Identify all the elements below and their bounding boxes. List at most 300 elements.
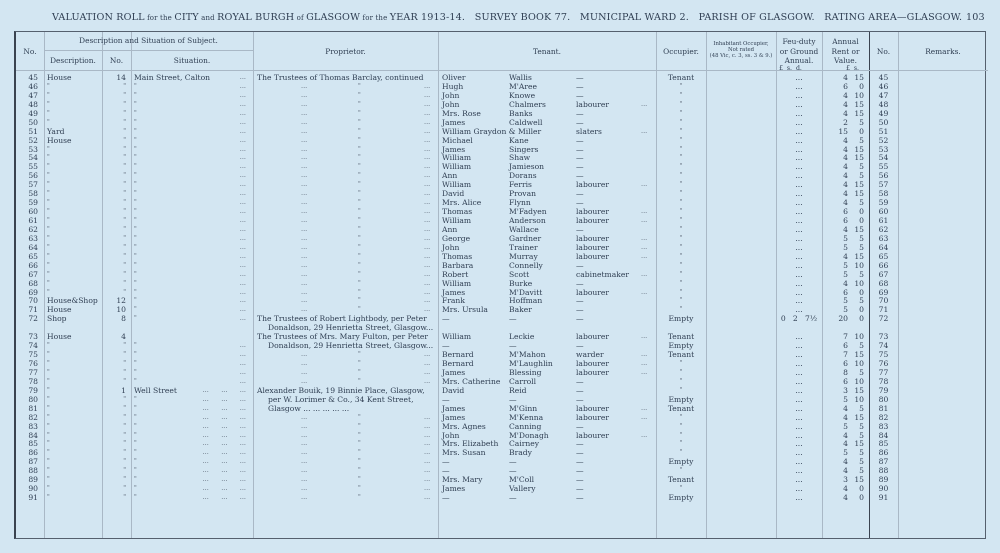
feu-duty: ...: [795, 81, 803, 91]
tenant-occupation: labourer: [576, 403, 610, 413]
entry-number: 61: [28, 216, 38, 225]
entry-number: 79: [28, 385, 38, 395]
tenant-surname: —: [509, 466, 517, 476]
occupier: ": [679, 136, 683, 144]
occupation-dots: ...: [641, 359, 648, 367]
situation: ": [134, 252, 137, 260]
rent-pounds: 4: [843, 412, 848, 422]
tenant-surname: M'Donagh: [509, 430, 549, 440]
tenant-occupation: labourer: [576, 332, 610, 342]
rent-pounds: 5: [843, 394, 848, 404]
table-row: [16, 296, 988, 305]
proprietor-ditto-dots: ...: [301, 278, 308, 287]
entry-number-right: 89: [878, 475, 889, 485]
column-header-situation: Situation.: [173, 56, 211, 65]
tenant-occupation: labourer: [576, 412, 610, 422]
entry-number: 60: [28, 207, 38, 217]
situation: Well Street: [134, 385, 177, 395]
entry-number-right: 85: [878, 439, 889, 449]
proprietor-ditto-dots: ...: [301, 439, 308, 448]
description: ": [47, 199, 50, 207]
entry-number: 72: [28, 314, 38, 324]
tenant-occupation: —: [576, 484, 584, 494]
proprietor-ditto-dots: ...: [424, 439, 431, 448]
feu-duty: ...: [795, 296, 803, 306]
proprietor-ditto-dots: ...: [301, 448, 308, 457]
table-row: [16, 261, 988, 270]
rent-pounds: 4: [843, 189, 848, 199]
entry-number-right: 58: [878, 189, 889, 199]
tenant-surname: Baker: [509, 305, 532, 315]
rent-pounds: 4: [843, 153, 848, 163]
table-row: [16, 350, 988, 359]
column-header-group: Description and Situation of Subject.: [79, 36, 218, 45]
feu-units: £ s. d.: [779, 65, 802, 72]
entry-number: 66: [28, 260, 38, 270]
occupation-dots: ...: [641, 180, 648, 189]
street-number: ": [123, 199, 126, 207]
tenant-first-name: Frank: [442, 296, 465, 306]
occupation-dots: ...: [641, 99, 648, 108]
situation-dots: ...: [239, 216, 246, 224]
street-number: ": [123, 261, 126, 269]
feu-duty: ...: [795, 376, 803, 386]
proprietor-ditto-dots: ...: [424, 448, 431, 457]
proprietor-ditto-dots: ...: [301, 457, 308, 466]
entry-number-right: 71: [878, 305, 889, 315]
page-title: [52, 12, 962, 23]
entry-number-right: 47: [878, 90, 889, 100]
situation-dots: ...: [239, 117, 246, 126]
tenant-first-name: Michael: [442, 135, 473, 145]
occupier: ": [679, 270, 683, 278]
rent-pounds: 3: [843, 385, 848, 395]
rent-pounds: 4: [843, 135, 848, 145]
situation-dots: ... ... ...: [202, 457, 246, 466]
situation-dots: ... ... ...: [202, 385, 246, 394]
feu-duty: ...: [795, 457, 803, 467]
tenant-first-name: William: [442, 162, 472, 172]
tenant-occupation: labourer: [576, 216, 610, 225]
rent-shillings: 5: [859, 448, 864, 458]
situation: ": [134, 342, 137, 350]
table-row: [16, 386, 988, 395]
entry-number-right: 54: [878, 153, 889, 163]
rent-pounds: 5: [843, 296, 848, 306]
tenant-surname: Caldwell: [509, 117, 543, 127]
tenant-occupation: —: [576, 466, 584, 476]
entry-number: 88: [28, 466, 38, 476]
feu-duty: ...: [795, 385, 803, 395]
situation-dots: ...: [239, 359, 246, 367]
proprietor-ditto-mark: ": [358, 243, 361, 251]
proprietor-ditto-dots: ...: [424, 216, 431, 224]
rent-shillings: 5: [859, 296, 864, 306]
situation-dots: ... ... ...: [202, 421, 246, 430]
feu-duty: ...: [795, 162, 803, 172]
street-number: ": [123, 100, 126, 108]
occupier: ": [679, 297, 683, 305]
entry-number-right: 76: [878, 359, 889, 368]
occupier: ": [679, 127, 683, 135]
feu-duty: ...: [795, 135, 803, 145]
street-number: 1: [121, 385, 126, 395]
situation: ": [134, 279, 137, 287]
proprietor-ditto-dots: ...: [424, 81, 431, 90]
feu-duty: ...: [795, 251, 803, 261]
street-number: ": [123, 181, 126, 189]
rent-shillings: 15: [854, 189, 864, 199]
situation: ": [134, 360, 137, 367]
rent-pounds: 4: [843, 430, 848, 440]
tenant-occupation: slaters: [576, 126, 602, 136]
situation-dots: ...: [239, 296, 246, 305]
header-line: Inhabitant Occupier,: [713, 41, 769, 47]
feu-duty: ...: [795, 367, 803, 377]
occupation-dots: ...: [641, 269, 648, 278]
tenant-surname: Trainer: [509, 242, 538, 252]
tenant-first-name: Hugh: [442, 81, 464, 91]
tenant-occupation: labourer: [576, 99, 610, 109]
tenant-surname: Murray: [509, 251, 538, 261]
proprietor-ditto-dots: ...: [301, 207, 308, 216]
situation: ": [134, 440, 137, 448]
street-number: ": [123, 351, 126, 359]
entry-number-right: 60: [878, 207, 889, 217]
feu-duty: ...: [795, 466, 803, 476]
entry-number: 69: [28, 287, 38, 297]
street-number: ": [123, 217, 126, 224]
rent-pounds: 4: [843, 171, 848, 181]
entry-number-right: 86: [878, 448, 889, 458]
feu-duty: ...: [795, 439, 803, 449]
street-number: 12: [116, 296, 126, 306]
proprietor-ditto-dots: ...: [424, 171, 431, 180]
description: ": [47, 118, 50, 126]
feu-duty: ...: [795, 394, 803, 404]
proprietor-ditto-dots: ...: [424, 466, 431, 475]
feu-duty: ...: [795, 359, 803, 368]
table-row: [16, 198, 988, 207]
occupier: ": [679, 145, 683, 153]
tenant-surname: M'Ginn: [509, 403, 538, 413]
proprietor-ditto-dots: ...: [301, 180, 308, 189]
tenant-surname: Shaw: [509, 153, 531, 163]
tenant-occupation: —: [576, 73, 584, 82]
table-row: [16, 431, 988, 440]
feu-duty: ...: [795, 484, 803, 494]
rent-shillings: 0: [859, 207, 864, 217]
rent-pounds: 5: [843, 421, 848, 431]
proprietor-ditto-dots: ...: [424, 90, 431, 99]
proprietor-ditto-mark: ": [358, 217, 361, 224]
table-row: [16, 180, 988, 189]
entry-number-right: 80: [878, 394, 889, 404]
entry-number-right: 50: [878, 117, 889, 127]
tenant-surname: Provan: [509, 189, 537, 199]
table-row: [16, 279, 988, 288]
situation-dots: ...: [239, 144, 246, 153]
occupier: ": [679, 431, 683, 439]
street-number: ": [123, 288, 126, 296]
street-number: ": [123, 449, 126, 457]
proprietor-ditto-dots: ...: [424, 144, 431, 153]
situation: ": [134, 82, 137, 90]
proprietor-ditto-dots: ...: [424, 189, 431, 198]
occupier: ": [679, 485, 683, 493]
table-row: [16, 368, 988, 377]
situation-dots: ...: [239, 341, 246, 350]
entry-number-right: 59: [878, 198, 889, 208]
table-row: [16, 395, 988, 404]
occupier: ": [679, 172, 683, 180]
street-number: ": [123, 190, 126, 198]
proprietor-ditto-dots: ...: [424, 126, 431, 135]
tenant-first-name: —: [442, 457, 450, 467]
proprietor-ditto-dots: ...: [424, 296, 431, 305]
table-row: [16, 448, 988, 457]
entry-number: 51: [28, 126, 38, 136]
tenant-surname: Scott: [509, 269, 530, 279]
description: ": [47, 377, 50, 385]
tenant-occupation: —: [576, 376, 584, 386]
situation-dots: ... ... ...: [202, 394, 246, 403]
rent-shillings: 5: [859, 403, 864, 413]
occupation-dots: ...: [641, 403, 648, 412]
rent-shillings: 5: [859, 421, 864, 431]
tenant-occupation: —: [576, 117, 584, 127]
tenant-surname: —: [509, 394, 517, 404]
proprietor-ditto-mark: ": [358, 377, 361, 385]
description: ": [47, 431, 50, 439]
table-row: [16, 100, 988, 109]
occupier: ": [679, 368, 683, 376]
tenant-first-name: Mrs. Agnes: [442, 421, 486, 431]
tenant-first-name: Bernard: [442, 350, 474, 360]
situation: ": [134, 476, 137, 484]
proprietor-ditto-dots: ...: [424, 457, 431, 466]
column-header-remarks: Remarks.: [925, 47, 961, 56]
tenant-first-name: James: [442, 144, 466, 154]
situation-dots: ... ... ...: [202, 439, 246, 448]
description: House: [47, 73, 72, 82]
entry-number: 84: [28, 430, 38, 440]
occupier: ": [679, 261, 683, 269]
occupation-dots: ...: [641, 216, 648, 224]
street-number: ": [123, 279, 126, 287]
rent-shillings: 10: [854, 332, 864, 342]
proprietor-ditto-mark: ": [358, 181, 361, 189]
title-part: and: [198, 14, 218, 22]
proprietor-ditto-mark: ": [358, 127, 361, 135]
rent-pounds: 5: [843, 260, 848, 270]
street-number: ": [123, 243, 126, 251]
occupier: Empty: [668, 314, 694, 324]
entry-number: 85: [28, 439, 38, 449]
entry-number: 75: [28, 350, 38, 360]
tenant-occupation: —: [576, 439, 584, 449]
situation: ": [134, 315, 137, 323]
rent-shillings: 0: [859, 305, 864, 315]
occupier: ": [679, 449, 683, 457]
feu-duty: 0 2 7½: [780, 314, 818, 324]
feu-duty: ...: [795, 108, 803, 118]
feu-duty: ...: [795, 269, 803, 279]
proprietor-ditto-mark: ": [358, 100, 361, 108]
proprietor-ditto-mark: ": [358, 297, 361, 305]
table-row: [16, 422, 988, 431]
situation: ": [134, 297, 137, 305]
entry-number: 86: [28, 448, 38, 458]
street-number: ": [123, 136, 126, 144]
tenant-first-name: William: [442, 332, 472, 342]
description: ": [47, 190, 50, 198]
entry-number-right: 69: [878, 287, 889, 297]
tenant-first-name: Thomas: [442, 207, 473, 217]
tenant-occupation: —: [576, 81, 584, 91]
tenant-occupation: labourer: [576, 180, 610, 190]
proprietor-ditto-dots: ...: [301, 126, 308, 135]
street-number: 4: [121, 332, 126, 342]
tenant-surname: —: [509, 314, 517, 324]
description: ": [47, 234, 50, 242]
proprietor-ditto-dots: ...: [301, 251, 308, 260]
entry-number: 89: [28, 475, 38, 485]
tenant-occupation: —: [576, 305, 584, 315]
entry-number-right: 52: [878, 135, 889, 145]
street-number: ": [123, 404, 126, 412]
situation-dots: ...: [239, 81, 246, 90]
proprietor-ditto-dots: ...: [424, 287, 431, 296]
street-number: ": [123, 377, 126, 385]
rent-pounds: 4: [843, 224, 848, 234]
proprietor-ditto-dots: ...: [424, 421, 431, 430]
situation-dots: ...: [239, 233, 246, 242]
situation: ": [134, 368, 137, 376]
occupier: ": [679, 225, 683, 233]
proprietor: Glasgow ... ... ... ... ...: [268, 403, 350, 413]
proprietor-ditto-dots: ...: [424, 359, 431, 367]
rent-shillings: 10: [854, 359, 864, 368]
description: ": [47, 449, 50, 457]
feu-duty: ...: [795, 448, 803, 458]
situation: ": [134, 270, 137, 278]
occupier: ": [679, 279, 683, 287]
entry-number: 80: [28, 394, 38, 404]
table-row: [16, 136, 988, 145]
situation: ": [134, 404, 137, 412]
street-number: ": [123, 154, 126, 162]
tenant-occupation: labourer: [576, 242, 610, 252]
proprietor-ditto-mark: ": [358, 190, 361, 198]
rent-pounds: 5: [843, 233, 848, 243]
tenant-surname: —: [509, 457, 517, 467]
rent-pounds: 4: [843, 180, 848, 190]
proprietor-ditto-dots: ...: [301, 296, 308, 305]
proprietor-ditto-mark: ": [358, 261, 361, 269]
proprietor-ditto-mark: ": [358, 208, 361, 216]
rent-shillings: 5: [859, 233, 864, 243]
situation-dots: ...: [239, 251, 246, 260]
tenant-surname: Cairney: [509, 439, 540, 449]
occupier: Tenant: [667, 403, 695, 413]
entry-number: 49: [28, 108, 38, 118]
occupation-dots: ...: [641, 332, 648, 341]
street-number: ": [123, 413, 126, 421]
entry-number: 48: [28, 99, 38, 109]
entry-number-right: 68: [878, 278, 889, 288]
tenant-occupation: —: [576, 448, 584, 458]
rent-shillings: 10: [854, 394, 864, 404]
description: ": [47, 476, 50, 484]
proprietor-ditto-dots: ...: [301, 153, 308, 162]
feu-duty: ...: [795, 117, 803, 127]
street-number: ": [123, 127, 126, 135]
entry-number-right: 64: [878, 242, 889, 252]
feu-duty: ...: [795, 332, 803, 342]
proprietor-ditto-mark: ": [358, 458, 361, 466]
proprietor-ditto-dots: ...: [301, 198, 308, 207]
tenant-surname: Reid: [509, 385, 527, 395]
street-number: ": [123, 431, 126, 439]
situation: ": [134, 351, 137, 359]
feu-duty: ...: [795, 233, 803, 243]
tenant-occupation: —: [576, 341, 584, 351]
tenant-surname: M'Davitt: [509, 287, 543, 297]
entry-number: 56: [28, 171, 38, 181]
situation: ": [134, 91, 137, 99]
rent-shillings: 10: [854, 260, 864, 270]
column-header-feu-duty: [776, 37, 822, 66]
table-row: [16, 252, 988, 261]
proprietor-ditto-dots: ...: [424, 305, 431, 314]
occupier: ": [679, 386, 683, 394]
occupation-dots: ...: [641, 242, 648, 251]
description: ": [47, 467, 50, 475]
feu-duty: ...: [795, 421, 803, 431]
proprietor-ditto-mark: ": [358, 118, 361, 126]
tenant-surname: Banks: [509, 108, 533, 118]
tenant-first-name: James: [442, 287, 466, 297]
tenant-surname: M'Laughlin: [509, 359, 553, 368]
occupier: Empty: [668, 341, 694, 351]
occupation-dots: ...: [641, 126, 648, 135]
tenant-first-name: Barbara: [442, 260, 474, 270]
description: ": [47, 404, 50, 412]
situation-dots: ... ... ...: [202, 412, 246, 421]
proprietor-ditto-mark: ": [358, 485, 361, 493]
rent-pounds: 6: [843, 81, 848, 91]
proprietor-ditto-dots: ...: [424, 251, 431, 260]
proprietor-ditto-mark: ": [358, 413, 361, 421]
rent-pounds: 4: [843, 108, 848, 118]
feu-duty: ...: [795, 493, 803, 503]
occupier: Empty: [668, 493, 694, 503]
tenant-first-name: William: [442, 180, 472, 190]
entry-number: 71: [28, 305, 38, 315]
proprietor-ditto-dots: ...: [424, 224, 431, 233]
entry-number-right: 51: [878, 126, 889, 136]
feu-duty: ...: [795, 278, 803, 288]
occupation-dots: ...: [641, 207, 648, 216]
rent-pounds: 4: [843, 73, 848, 82]
street-number: ": [123, 225, 126, 233]
rent-shillings: 15: [854, 99, 864, 109]
rent-pounds: 7: [843, 332, 848, 342]
tenant-first-name: Mrs. Catherine: [442, 376, 501, 386]
tenant-occupation: —: [576, 171, 584, 181]
situation-dots: ...: [239, 224, 246, 233]
